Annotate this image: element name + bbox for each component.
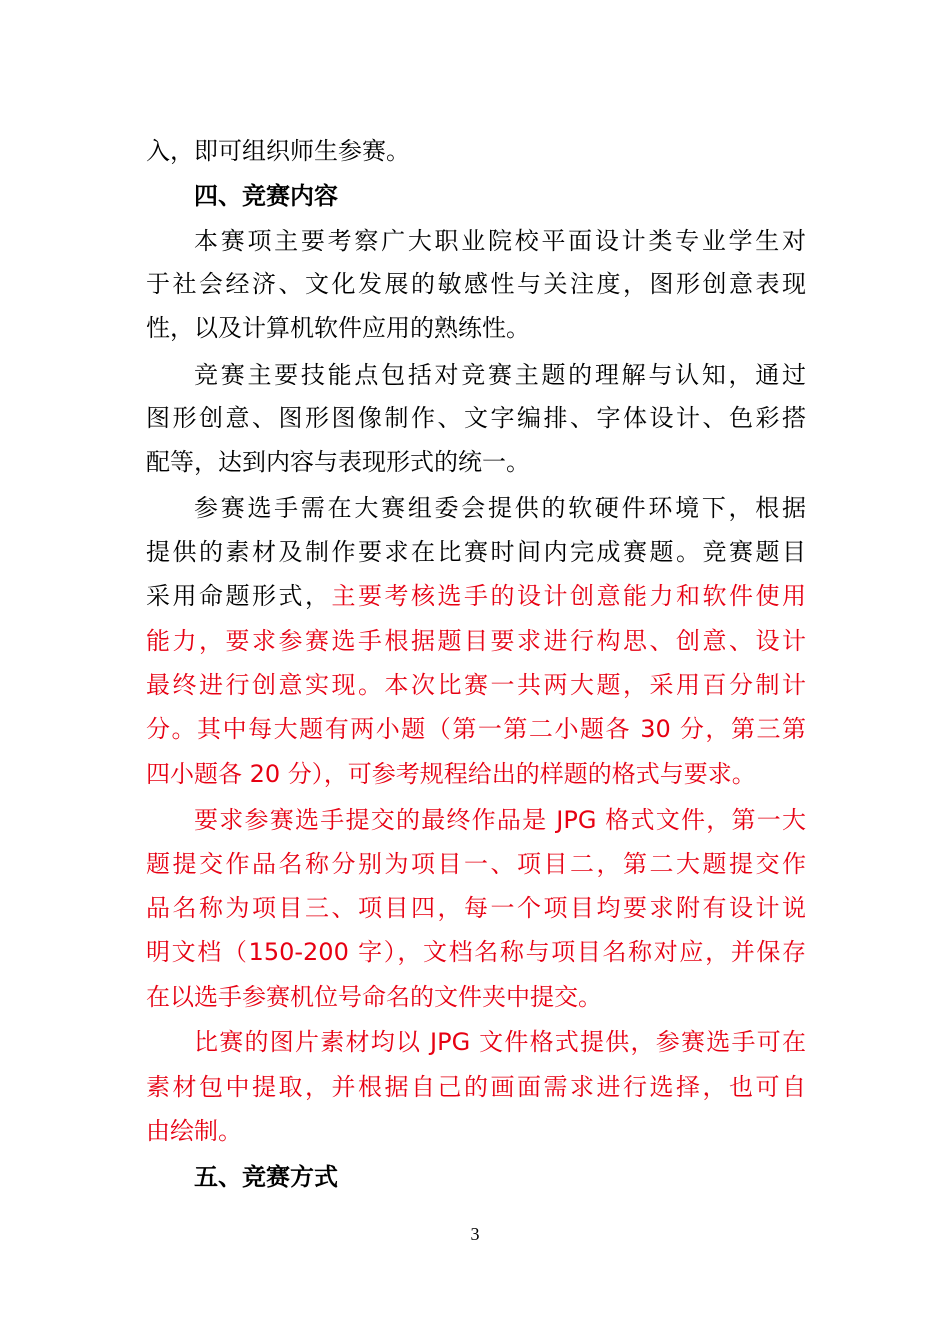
paragraph-line-highlight: 要求参赛选手提交的最终作品是 JPG 格式文件，第一大 <box>194 806 806 834</box>
paragraph-line: 于社会经济、文化发展的敏感性与关注度，图形创意表现 <box>146 270 806 298</box>
paragraph-line: 图形创意、图形图像制作、文字编排、字体设计、色彩搭 <box>146 404 806 432</box>
paragraph-line-highlight: 四小题各 20 分），可参考规程给出的样题的格式与要求。 <box>146 760 756 788</box>
paragraph-line-highlight: 比赛的图片素材均以 JPG 文件格式提供，参赛选手可在 <box>194 1028 806 1056</box>
paragraph-line: 竞赛主要技能点包括对竞赛主题的理解与认知，通过 <box>194 361 806 389</box>
page-number: 3 <box>470 1224 480 1244</box>
paragraph-line-highlight: 最终进行创意实现。本次比赛一共两大题，采用百分制计 <box>146 671 806 699</box>
section-heading-competition-content: 四、竞赛内容 <box>194 182 338 210</box>
paragraph-line: 性，以及计算机软件应用的熟练性。 <box>146 314 530 342</box>
paragraph-line: 入，即可组织师生参赛。 <box>146 137 410 165</box>
paragraph-line-highlight: 素材包中提取，并根据自己的画面需求进行选择，也可自 <box>146 1073 806 1101</box>
paragraph-line-highlight: 在以选手参赛机位号命名的文件夹中提交。 <box>146 983 602 1011</box>
paragraph-line-highlight: 题提交作品名称分别为项目一、项目二，第二大题提交作 <box>146 850 806 878</box>
paragraph-line: 提供的素材及制作要求在比赛时间内完成赛题。竞赛题目 <box>146 538 806 566</box>
paragraph-line-highlight: 明文档（150-200 字），文档名称与项目名称对应，并保存 <box>146 938 806 966</box>
paragraph-line-mixed: 采用命题形式，主要考核选手的设计创意能力和软件使用 <box>146 582 806 610</box>
paragraph-line: 参赛选手需在大赛组委会提供的软硬件环境下，根据 <box>194 494 806 522</box>
paragraph-line-highlight: 品名称为项目三、项目四，每一个项目均要求附有设计说 <box>146 894 806 922</box>
paragraph-line: 本赛项主要考察广大职业院校平面设计类专业学生对 <box>194 227 806 255</box>
paragraph-line-highlight: 分。其中每大题有两小题（第一第二小题各 30 分，第三第 <box>146 715 806 743</box>
paragraph-line: 配等，达到内容与表现形式的统一。 <box>146 448 530 476</box>
paragraph-line-highlight: 能力，要求参赛选手根据题目要求进行构思、创意、设计 <box>146 627 806 655</box>
section-heading-competition-method: 五、竞赛方式 <box>194 1163 338 1191</box>
paragraph-line-highlight: 由绘制。 <box>146 1117 242 1145</box>
